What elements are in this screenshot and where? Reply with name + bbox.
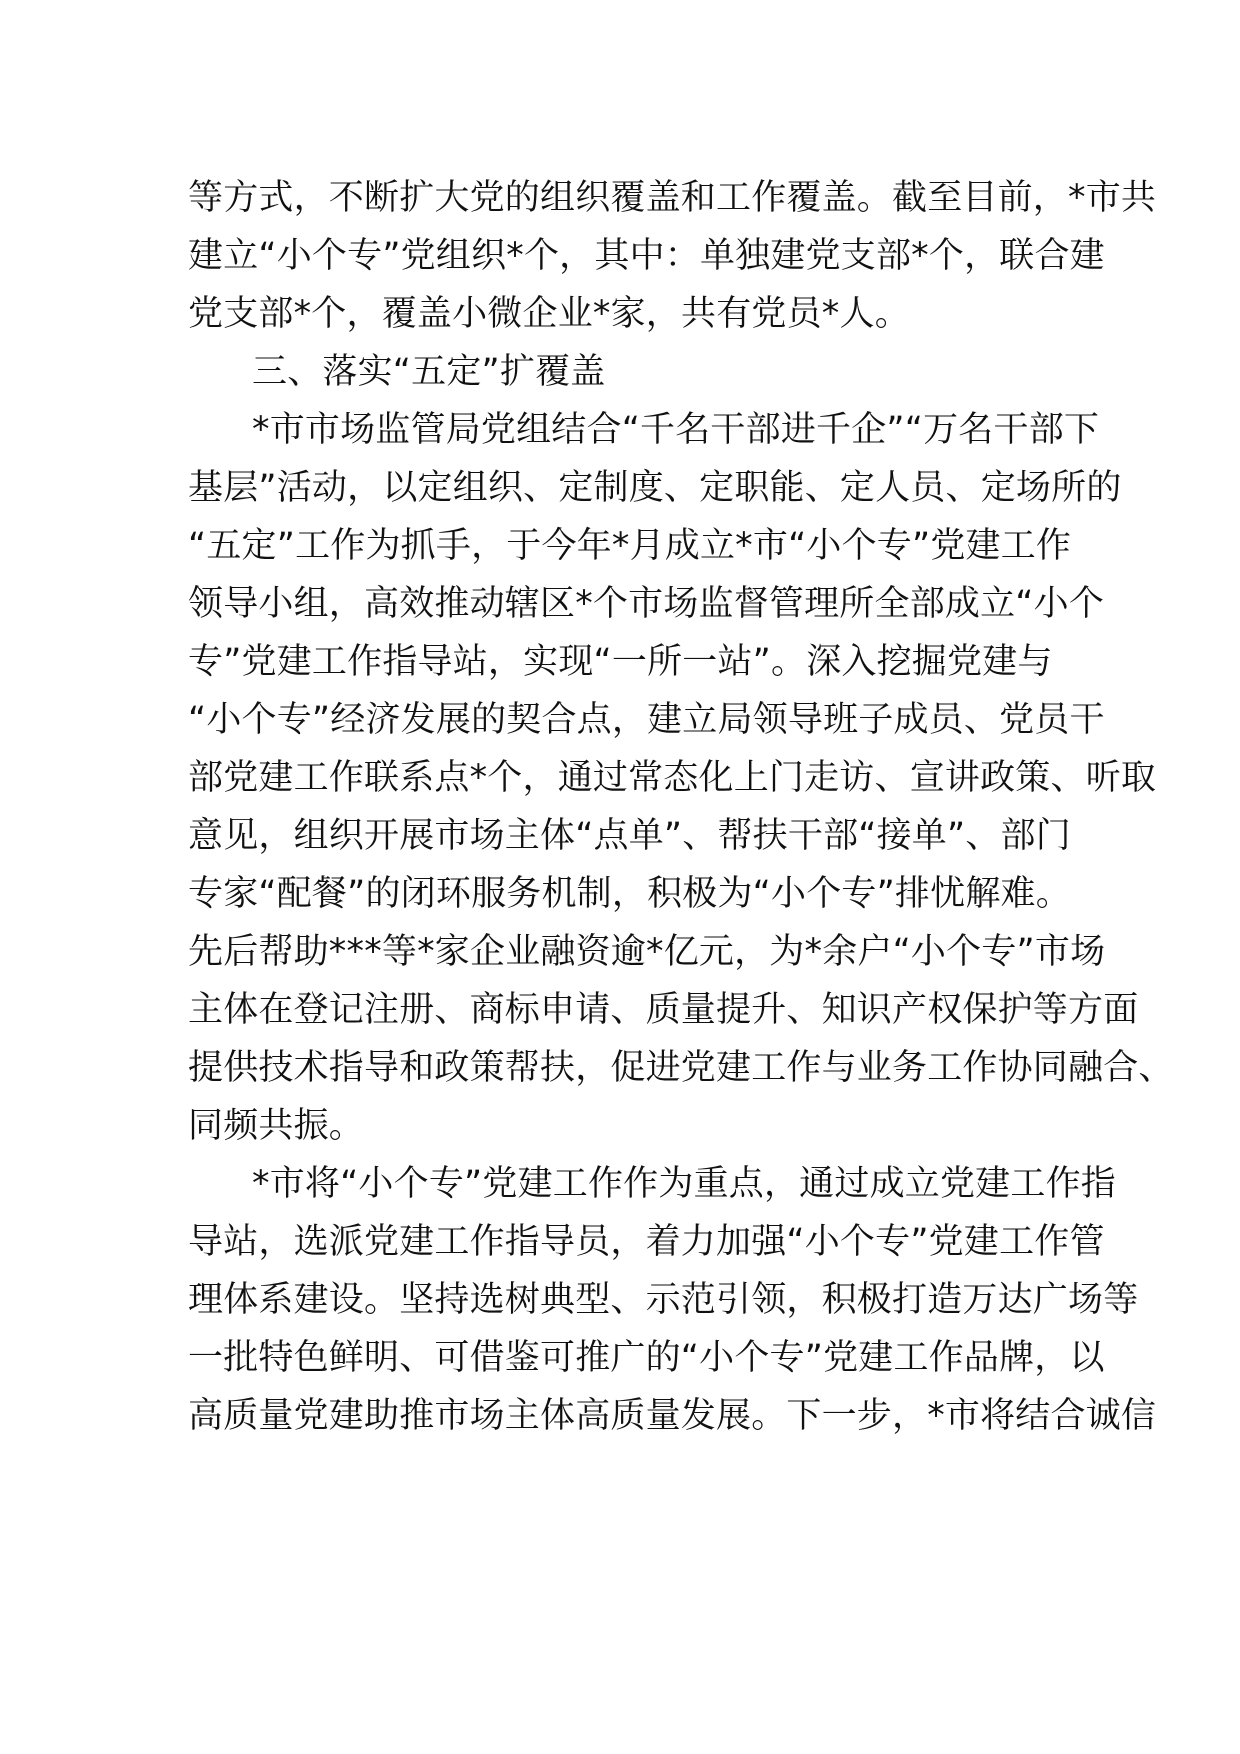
paragraph-3-line-5: 高质量党建助推市场主体高质量发展。下一步，*市将结合诚信 <box>188 1396 1157 1436</box>
paragraph-2-line-11: 主体在登记注册、商标申请、质量提升、知识产权保护等方面 <box>188 990 1139 1030</box>
paragraph-1-line-2: 建立“小个专”党组织*个，其中：单独建党支部*个，联合建 <box>188 236 1105 276</box>
paragraph-2-line-12: 提供技术指导和政策帮扶，促进党建工作与业务工作协同融合、 <box>188 1048 1174 1088</box>
paragraph-1-line-1: 等方式，不断扩大党的组织覆盖和工作覆盖。截至目前，*市共 <box>188 178 1157 218</box>
paragraph-2-line-3: “五定”工作为抓手，于今年*月成立*市“小个专”党建工作 <box>188 526 1072 566</box>
paragraph-2-line-5: 专”党建工作指导站，实现“一所一站”。深入挖掘党建与 <box>188 642 1053 682</box>
paragraph-2-line-2: 基层”活动，以定组织、定制度、定职能、定人员、定场所的 <box>188 468 1122 508</box>
paragraph-2-line-1: *市市场监管局党组结合“千名干部进千企”“万名干部下 <box>252 410 1100 450</box>
paragraph-2-line-4: 领导小组，高效推动辖区*个市场监督管理所全部成立“小个 <box>188 584 1105 624</box>
section-heading: 三、落实“五定”扩覆盖 <box>252 352 606 392</box>
paragraph-2-line-8: 意见，组织开展市场主体“点单”、帮扶干部“接单”、部门 <box>188 816 1071 856</box>
paragraph-2-line-10: 先后帮助***等*家企业融资逾*亿元，为*余户“小个专”市场 <box>188 932 1106 972</box>
paragraph-3-line-1: *市将“小个专”党建工作作为重点，通过成立党建工作指 <box>252 1164 1116 1204</box>
paragraph-1-line-3: 党支部*个，覆盖小微企业*家，共有党员*人。 <box>188 294 910 334</box>
paragraph-3-line-2: 导站，选派党建工作指导员，着力加强“小个专”党建工作管 <box>188 1222 1105 1262</box>
paragraph-3-line-3: 理体系建设。坚持选树典型、示范引领，积极打造万达广场等 <box>188 1280 1139 1320</box>
paragraph-2-line-7: 部党建工作联系点*个，通过常态化上门走访、宣讲政策、听取 <box>188 758 1157 798</box>
paragraph-3-line-4: 一批特色鲜明、可借鉴可推广的“小个专”党建工作品牌，以 <box>188 1338 1105 1378</box>
paragraph-2-line-13: 同频共振。 <box>188 1106 365 1146</box>
paragraph-2-line-9: 专家“配餐”的闭环服务机制，积极为“小个专”排忧解难。 <box>188 874 1071 914</box>
paragraph-2-line-6: “小个专”经济发展的契合点，建立局领导班子成员、党员干 <box>188 700 1105 740</box>
